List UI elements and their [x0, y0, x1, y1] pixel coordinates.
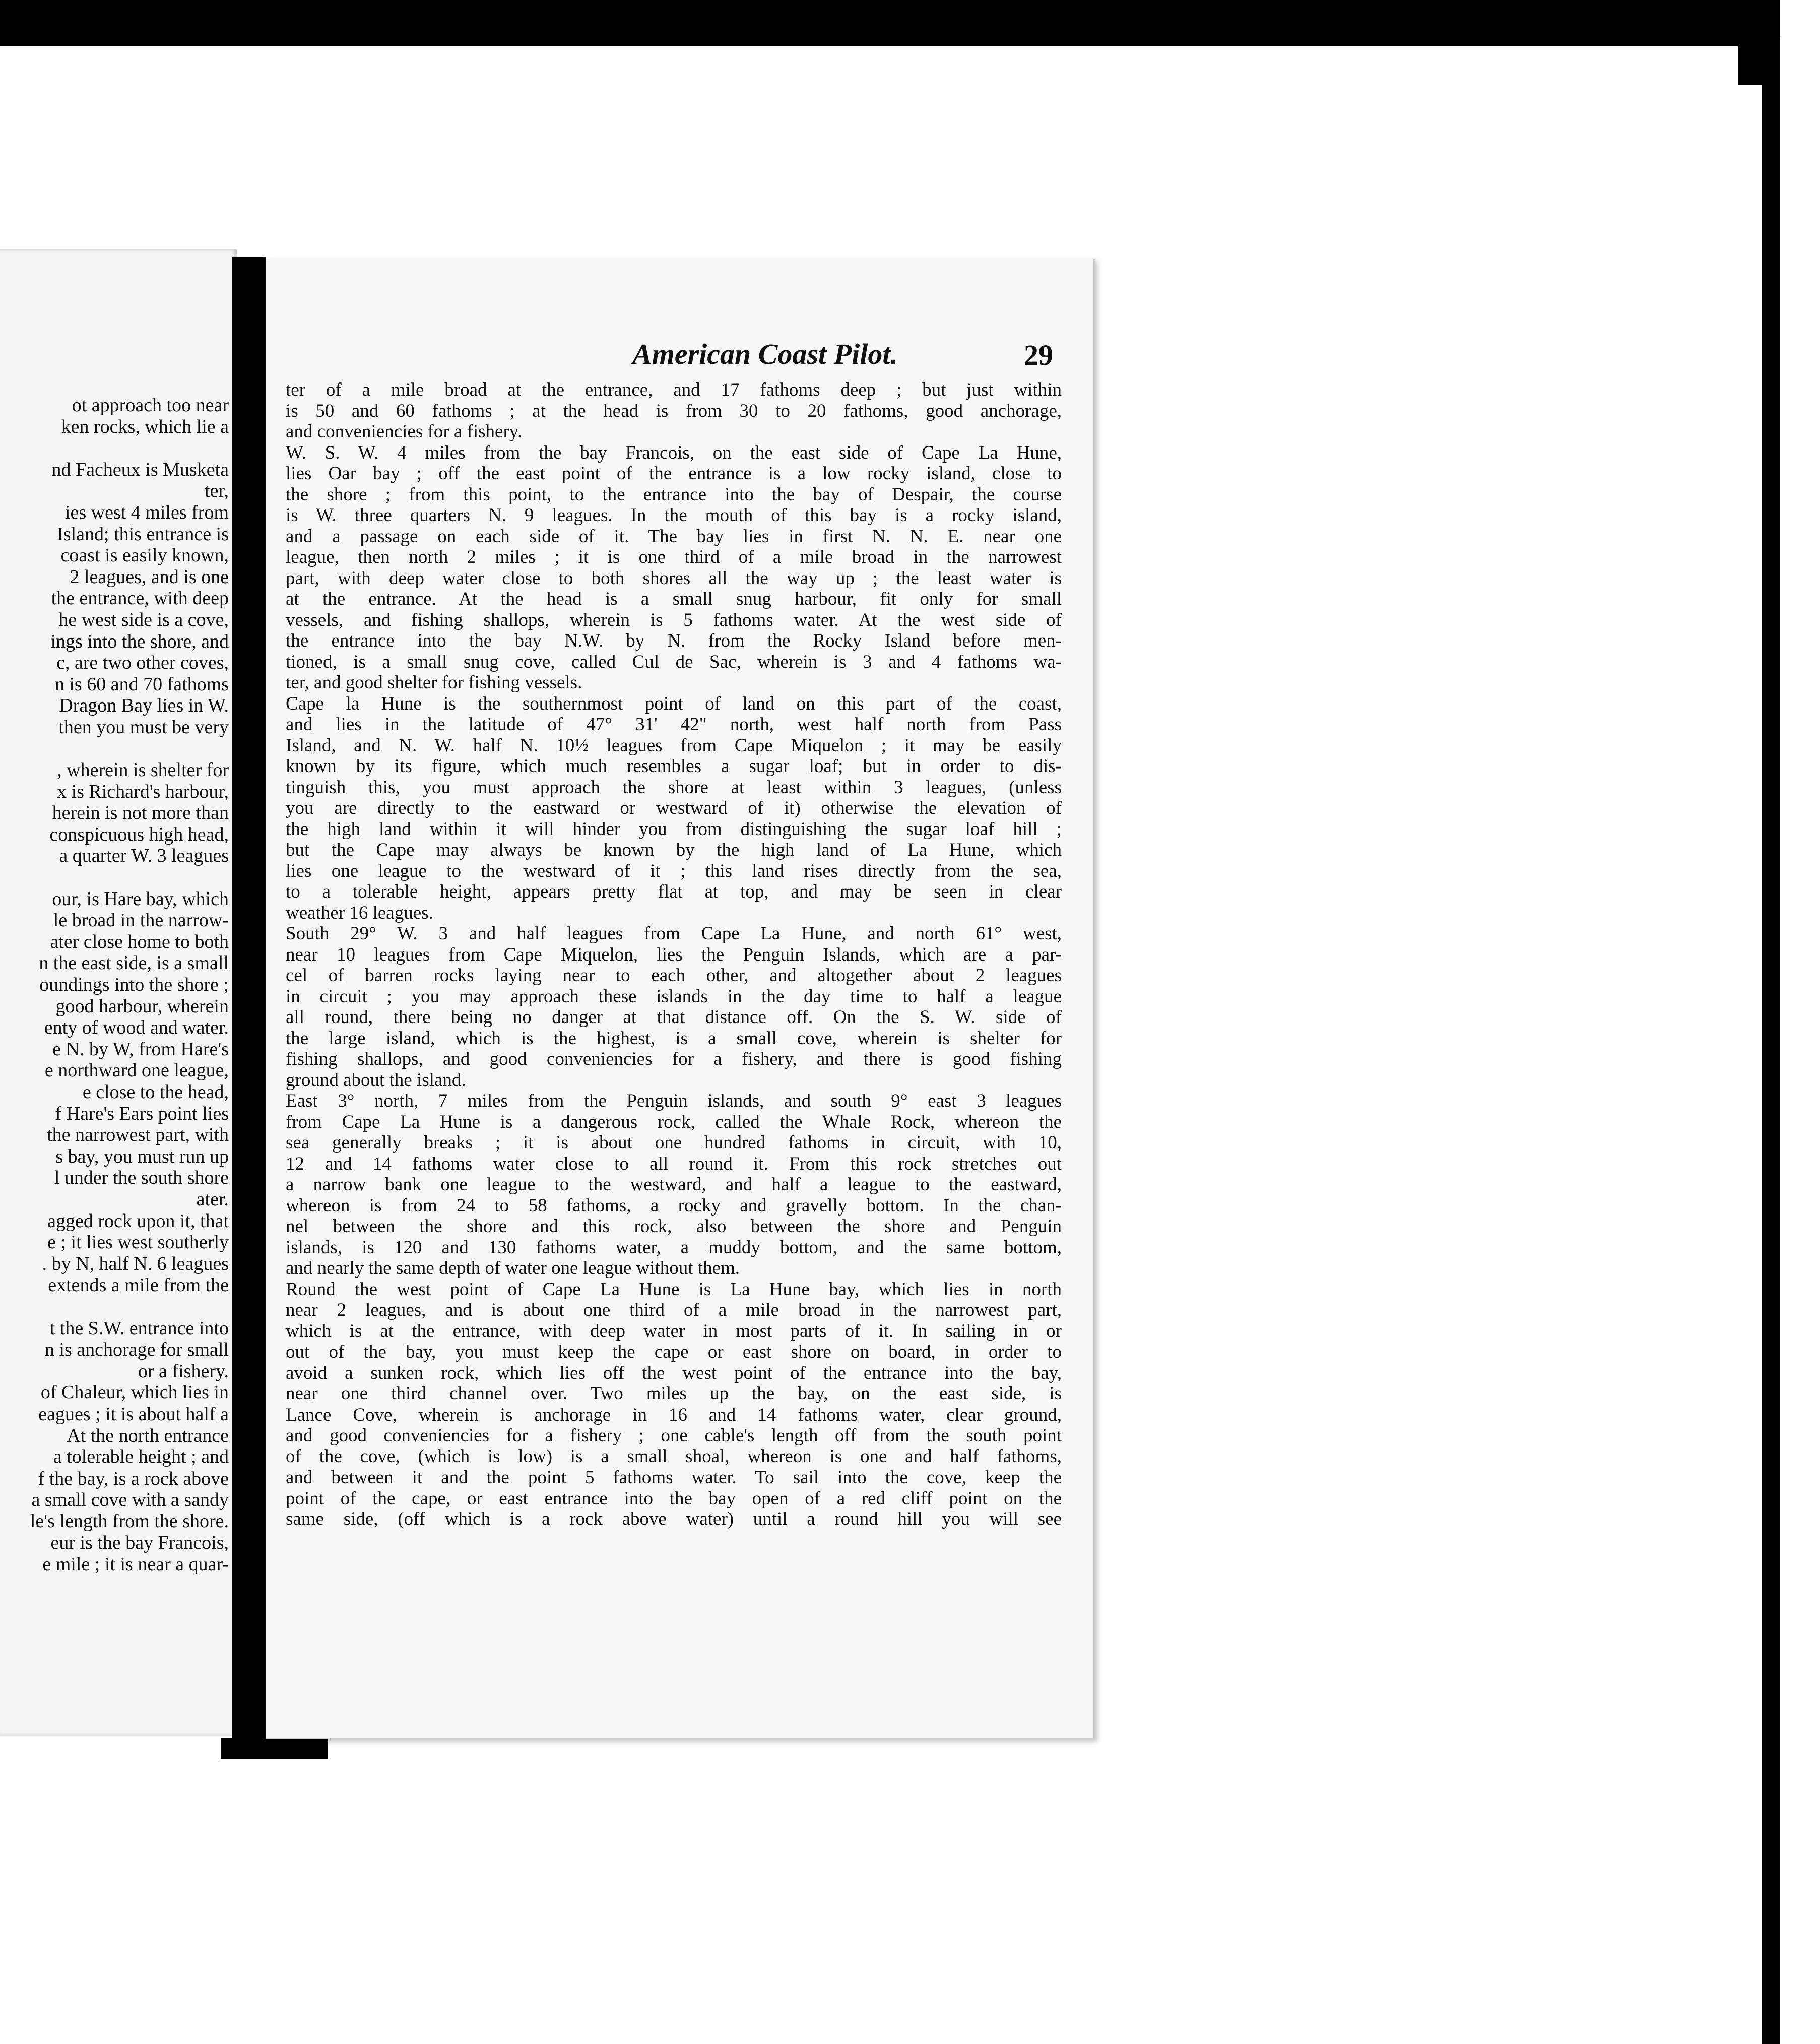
left-text-line: ater close home to both	[50, 931, 229, 952]
right-page	[266, 259, 1095, 1739]
left-text-line: c, are two other coves,	[56, 652, 229, 674]
text-line: same side, (off which is a rock above water) until a round hill you will see	[286, 1509, 1062, 1529]
left-text-line: e mile ; it is near a quar-	[42, 1554, 229, 1575]
text-line: W. S. W. 4 miles from the bay Francois, on the east side of Cape La Hune,	[286, 442, 1062, 463]
left-text-line	[0, 738, 229, 760]
text-line: point of the cape, or east entrance into the bay open of a red cliff point on the	[286, 1488, 1062, 1509]
left-page	[0, 249, 237, 1736]
left-text-line: 2 leagues, and is one	[70, 566, 229, 588]
left-text-line	[0, 1296, 229, 1318]
left-text-line: e ; it lies west southerly	[47, 1232, 229, 1253]
left-text-line: good harbour, wherein	[55, 995, 229, 1017]
text-line: Round the west point of Cape La Hune is La Hune bay, which lies in north	[286, 1279, 1062, 1300]
text-line: fishing shallops, and good conveniencies for a fishery, and there is good fishing	[286, 1049, 1062, 1069]
left-text-line: ken rocks, which lie a	[61, 416, 229, 437]
left-text-line: At the north entrance	[67, 1425, 229, 1446]
text-line: to a tolerable height, appears pretty flat at top, and may be seen in clear	[286, 881, 1062, 902]
left-text-line: e northward one league,	[44, 1060, 229, 1081]
left-text-line: s bay, you must run up	[55, 1145, 229, 1167]
text-line: avoid a sunken rock, which lies off the west point of the entrance into the bay,	[286, 1362, 1062, 1383]
text-line: the shore ; from this point, to the entrance into the bay of Despair, the course	[286, 484, 1062, 505]
left-text-line: l under the south shore	[54, 1167, 229, 1189]
left-text-line: herein is not more than	[52, 802, 229, 824]
text-line: which is at the entrance, with deep water in most parts of it. In sailing in or	[286, 1320, 1062, 1342]
left-text-line: e N. by W, from Hare's	[52, 1038, 229, 1060]
text-line: near 2 leagues, and is about one third of a mile broad in the narrowest part,	[286, 1300, 1062, 1320]
text-line: tinguish this, you must approach the shore at least within 3 leagues, (unless	[286, 777, 1062, 798]
book-spine	[232, 257, 266, 1749]
text-line: part, with deep water close to both shores all the way up ; the least water is	[286, 567, 1062, 589]
left-text-line: f Hare's Ears point lies	[55, 1103, 229, 1124]
left-text-line: a small cove with a sandy	[31, 1489, 229, 1511]
text-line: vessels, and fishing shallops, wherein is 5 fathoms water. At the west side of	[286, 609, 1062, 630]
left-text-line: conspicuous high head,	[49, 823, 229, 845]
scan-frame-corner	[1738, 39, 1763, 85]
text-line: and between it and the point 5 fathoms water. To sail into the cove, keep the	[286, 1467, 1062, 1488]
left-text-line: then you must be very	[58, 716, 229, 738]
book-spine-foot	[221, 1738, 328, 1759]
left-text-line: t the S.W. entrance into	[49, 1317, 229, 1339]
left-text-line: a quarter W. 3 leagues	[59, 845, 229, 867]
left-text-line: le's length from the shore.	[30, 1510, 229, 1532]
text-line: and good conveniencies for a fishery ; one cable's length off from the south point	[286, 1425, 1062, 1446]
text-line: ter, and good shelter for fishing vessels.	[286, 672, 582, 693]
left-text-line: e close to the head,	[82, 1081, 229, 1103]
left-text-line	[0, 437, 229, 459]
text-line: and lies in the latitude of 47° 31' 42" north, west half north from Pass	[286, 714, 1062, 735]
text-line: lies Oar bay ; off the east point of the entrance is a low rocky island, close to	[286, 463, 1062, 484]
left-text-line: . by N, half N. 6 leagues	[42, 1253, 229, 1274]
left-text-line: eur is the bay Francois,	[50, 1532, 229, 1554]
text-line: 12 and 14 fathoms water close to all round it. From this rock stretches out	[286, 1153, 1062, 1174]
left-text-line: n is 60 and 70 fathoms	[54, 673, 229, 695]
left-text-line: x is Richard's harbour,	[57, 781, 229, 802]
text-line: tioned, is a small snug cove, called Cul de Sac, wherein is 3 and 4 fathoms wa-	[286, 651, 1062, 672]
left-text-line: n the east side, is a small	[39, 952, 229, 974]
text-line: Cape la Hune is the southernmost point of land on this part of the coast,	[286, 693, 1062, 714]
text-line: nel between the shore and this rock, also between the shore and Penguin	[286, 1216, 1062, 1237]
left-page-text	[0, 395, 229, 1575]
text-line: and nearly the same depth of water one league without them.	[286, 1258, 740, 1279]
text-line: from Cape La Hune is a dangerous rock, called the Whale Rock, whereon the	[286, 1111, 1062, 1132]
text-line: near one third channel over. Two miles up the bay, on the east side, is	[286, 1383, 1062, 1404]
page-body-text	[286, 379, 1062, 1530]
text-line: whereon is from 24 to 58 fathoms, a rocky and gravelly bottom. In the chan-	[286, 1195, 1062, 1216]
text-line: South 29° W. 3 and half leagues from Cape La Hune, and north 61° west,	[286, 923, 1062, 944]
left-text-line: ies west 4 miles from	[64, 501, 229, 523]
left-text-line: the narrowest part, with	[47, 1124, 229, 1146]
text-line: and a passage on each side of it. The bay lies in first N. N. E. near one	[286, 526, 1062, 547]
left-text-line	[0, 867, 229, 888]
text-line: the high land within it will hinder you from distinguishing the sugar loaf hill ;	[286, 818, 1062, 840]
text-line: you are directly to the eastward or westward of it) otherwise the elevation of	[286, 798, 1062, 818]
left-text-line: agged rock upon it, that	[47, 1210, 229, 1232]
left-text-line: oundings into the shore ;	[39, 974, 229, 996]
text-line: and conveniencies for a fishery.	[286, 421, 523, 442]
left-text-line: ter,	[204, 480, 229, 502]
text-line: ter of a mile broad at the entrance, and 17 fathoms deep ; but just within	[286, 379, 1062, 400]
text-line: is 50 and 60 fathoms ; at the head is from 30 to 20 fathoms, good anchorage,	[286, 400, 1062, 421]
text-line: of the cove, (which is low) is a small shoal, whereon is one and half fathoms,	[286, 1446, 1062, 1467]
left-text-line: a tolerable height ; and	[53, 1446, 229, 1468]
text-line: Island, and N. W. half N. 10½ leagues from Cape Miquelon ; it may be easily	[286, 735, 1062, 756]
left-text-line: he west side is a cove,	[58, 609, 229, 630]
text-line: a narrow bank one league to the westward, and half a league to the eastward,	[286, 1174, 1062, 1195]
left-text-line: Island; this entrance is	[57, 523, 229, 545]
page-number: 29	[1024, 339, 1053, 371]
text-line: sea generally breaks ; it is about one hundred fathoms in circuit, with 10,	[286, 1132, 1062, 1153]
text-line: the entrance into the bay N.W. by N. from the Rocky Island before men-	[286, 630, 1062, 651]
text-line: East 3° north, 7 miles from the Penguin islands, and south 9° east 3 leagues	[286, 1091, 1062, 1111]
left-text-line: , wherein is shelter for	[57, 759, 229, 781]
text-line: weather 16 leagues.	[286, 902, 433, 923]
text-line: is W. three quarters N. 9 leagues. In the mouth of this bay is a rocky island,	[286, 505, 1062, 526]
text-line: all round, there being no danger at that distance off. On the S. W. side of	[286, 1007, 1062, 1028]
left-text-line: eagues ; it is about half a	[38, 1403, 229, 1425]
text-line: in circuit ; you may approach these islands in the day time to half a league	[286, 986, 1062, 1007]
text-line: but the Cape may always be known by the high land of La Hune, which	[286, 840, 1062, 860]
text-line: league, then north 2 miles ; it is one third of a mile broad in the narrowest	[286, 547, 1062, 567]
left-text-line: extends a mile from the	[48, 1274, 229, 1296]
left-text-line: coast is easily known,	[60, 545, 229, 566]
running-head: American Coast Pilot.	[632, 338, 898, 370]
left-text-line: ot approach too near	[72, 395, 229, 416]
left-text-line: the entrance, with deep	[51, 588, 229, 609]
left-text-line: le broad in the narrow-	[53, 910, 229, 931]
text-line: known by its figure, which much resembles a sugar loaf; but in order to dis-	[286, 756, 1062, 777]
left-text-line: ings into the shore, and	[50, 630, 229, 652]
left-text-line: our, is Hare bay, which	[52, 888, 229, 910]
scan-frame-right	[1762, 39, 1780, 2044]
text-line: lies one league to the westward of it ; this land rises directly from the sea,	[286, 860, 1062, 881]
text-line: out of the bay, you must keep the cape or east shore on board, in order to	[286, 1342, 1062, 1362]
left-text-line: nd Facheux is Musketa	[51, 459, 229, 480]
left-text-line: Dragon Bay lies in W.	[59, 695, 229, 717]
text-line: islands, is 120 and 130 fathoms water, a muddy bottom, and the same bottom,	[286, 1237, 1062, 1258]
text-line: ground about the island.	[286, 1069, 466, 1091]
text-line: Lance Cove, wherein is anchorage in 16 and 14 fathoms water, clear ground,	[286, 1404, 1062, 1425]
left-text-line: of Chaleur, which lies in	[40, 1382, 229, 1403]
left-text-line: f the bay, is a rock above	[38, 1467, 229, 1489]
left-text-line: or a fishery.	[138, 1360, 229, 1382]
scan-frame-top	[0, 0, 1780, 46]
left-text-line: ater.	[196, 1188, 229, 1210]
text-line: cel of barren rocks laying near to each other, and altogether about 2 leagues	[286, 965, 1062, 986]
text-line: the large island, which is the highest, is a small cove, wherein is shelter for	[286, 1028, 1062, 1049]
left-text-line: n is anchorage for small	[44, 1339, 229, 1361]
text-line: at the entrance. At the head is a small snug harbour, fit only for small	[286, 589, 1062, 609]
text-line: near 10 leagues from Cape Miquelon, lies the Penguin Islands, which are a par-	[286, 944, 1062, 965]
left-text-line: enty of wood and water.	[44, 1017, 229, 1039]
